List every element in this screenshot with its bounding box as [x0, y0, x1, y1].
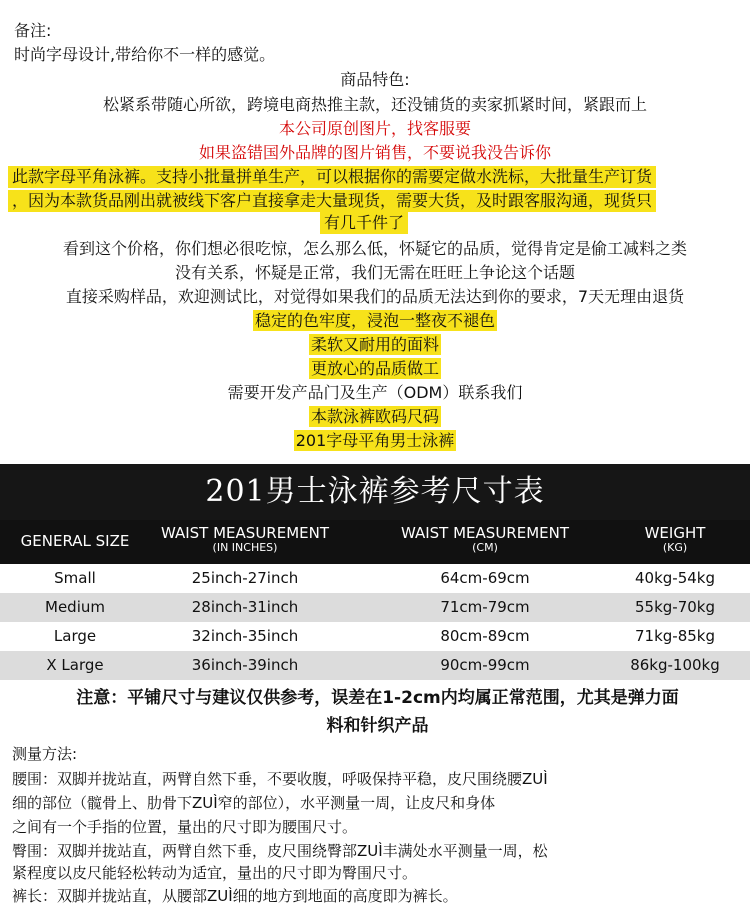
- weight-cell: 71kg-85kg: [634, 627, 715, 645]
- length-instruction: 裤长：双脚并拢站直，从腰部ZUÌ细的地方到地面的高度即为裤长。: [12, 887, 458, 905]
- waist-inch-cell: 28inch-31inch: [191, 598, 299, 616]
- notes-text: 时尚字母设计,带给你不一样的感觉。: [14, 45, 276, 64]
- highlight-line-1: 此款字母平角泳裤。支持小批量拼单生产，可以根据你的需要定做水洗标，大批量生产订货: [8, 166, 656, 188]
- highlight-line-2: ，因为本款货品刚出就被线下客户直接拿走大量现货，需要大货，及时跟客服沟通，现货只: [8, 190, 656, 212]
- features-line-1: 松紧系带随心所欲，跨境电商热推主款，还没铺货的卖家抓紧时间，紧跟而上: [102, 95, 647, 114]
- notes-label: 备注:: [14, 21, 52, 40]
- quality-line-3: 更放心的品质做工: [310, 359, 439, 378]
- hip-instruction-1: 臀围：双脚并拢站直，两臂自然下垂，皮尺围绕臀部ZUÌ丰满处水平测量一周，松: [12, 842, 548, 860]
- waist-inch-cell: 36inch-39inch: [191, 656, 299, 674]
- size-notice: [10, 684, 745, 740]
- quality-line-1: 稳定的色牢度，浸泡一整夜不褪色: [254, 311, 495, 330]
- table-row: [0, 651, 750, 680]
- waist-inch-cell: 32inch-35inch: [191, 627, 299, 645]
- weight-cell: 86kg-100kg: [630, 656, 720, 674]
- header-waist-cm: WAIST MEASUREMENT (CM): [400, 524, 570, 554]
- notice-line-1: 注意：平铺尺寸与建议仅供参考，误差在1-2cm内均属正常范围，尤其是弹力面: [76, 688, 679, 708]
- size-table: [0, 520, 750, 680]
- table-row: [0, 564, 750, 593]
- size-cell: Medium: [45, 598, 105, 616]
- model-line: 201字母平角男士泳裤: [295, 431, 455, 450]
- size-cell: Large: [53, 627, 97, 645]
- features-red-2: 如果盗错国外品牌的图片销售，不要说我没告诉你: [198, 143, 551, 162]
- price-line-3: 直接采购样品，欢迎测试比，对觉得如果我们的品质无法达到你的要求，7天无理由退货: [65, 287, 685, 306]
- quality-line-2: 柔软又耐用的面料: [310, 335, 439, 354]
- size-chart-banner: 201男士泳裤参考尺寸表: [0, 464, 750, 520]
- waist-inch-cell: 25inch-27inch: [191, 569, 299, 587]
- hip-instruction-2: 紧程度以皮尺能轻松转动为适宜，量出的尺寸即为臀围尺寸。: [12, 864, 418, 882]
- features-red-1: 本公司原创图片，找客服要: [278, 119, 471, 138]
- waist-cm-cell: 71cm-79cm: [440, 598, 530, 616]
- waist-instruction-1: 腰围：双脚并拢站直，两臂自然下垂，不要收腹，呼吸保持平稳，皮尺围绕腰ZUÌ: [12, 770, 548, 788]
- size-cell: Small: [54, 569, 96, 587]
- header-waist-inches: WAIST MEASUREMENT (IN INCHES): [160, 524, 330, 554]
- waist-cm-cell: 80cm-89cm: [440, 627, 530, 645]
- measurement-title: 测量方法:: [12, 745, 78, 763]
- table-row: [0, 593, 750, 622]
- price-line-1: 看到这个价格，你们想必很吃惊，怎么那么低，怀疑它的品质，觉得肯定是偷工减料之类: [62, 239, 687, 258]
- size-table-header: [0, 520, 750, 564]
- header-general-size: GENERAL SIZE: [20, 532, 130, 550]
- weight-cell: 40kg-54kg: [634, 569, 715, 587]
- size-code-line: 本款泳裤欧码尺码: [310, 407, 439, 426]
- waist-instruction-3: 之间有一个手指的位置，量出的尺寸即为腰围尺寸。: [12, 818, 358, 836]
- highlight-line-3: 有几千件了: [320, 212, 408, 234]
- notice-line-2: 料和针织产品: [326, 716, 429, 736]
- features-title: 商品特色:: [340, 70, 410, 89]
- table-row: [0, 622, 750, 651]
- waist-cm-cell: 90cm-99cm: [440, 656, 530, 674]
- waist-instruction-2: 细的部位（髋骨上、肋骨下ZUÌ窄的部位），水平测量一周，让皮尺和身体: [12, 794, 496, 812]
- size-cell: X Large: [46, 656, 104, 674]
- odm-line: 需要开发产品门及生产（ODM）联系我们: [227, 383, 523, 402]
- header-weight: WEIGHT (KG): [644, 524, 706, 554]
- waist-cm-cell: 64cm-69cm: [440, 569, 530, 587]
- price-line-2: 没有关系，怀疑是正常，我们无需在旺旺上争论这个话题: [174, 263, 575, 282]
- weight-cell: 55kg-70kg: [634, 598, 715, 616]
